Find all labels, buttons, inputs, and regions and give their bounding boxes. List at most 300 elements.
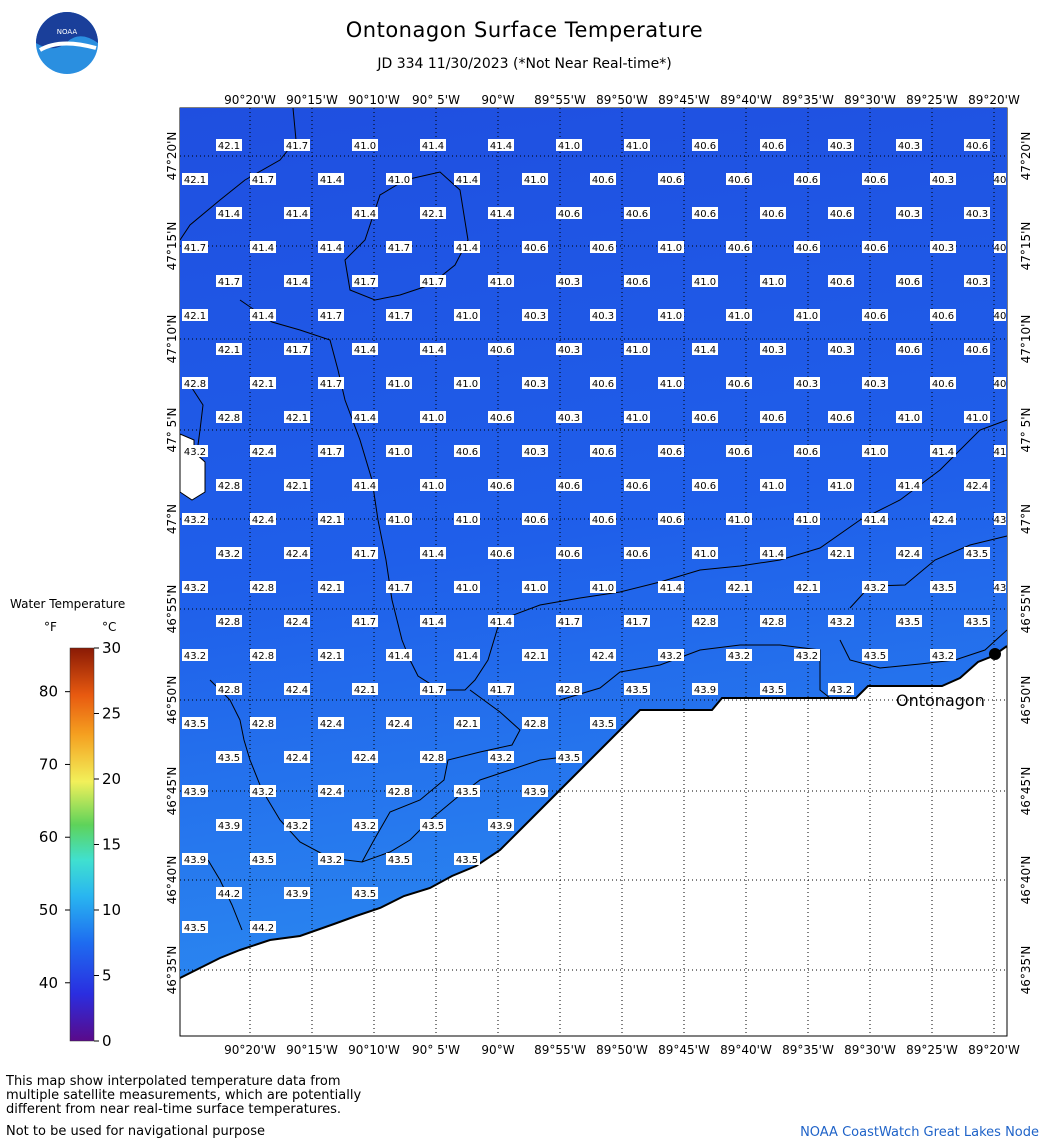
svg-text:40.6: 40.6 — [523, 515, 547, 526]
temperature-value — [624, 275, 650, 288]
svg-text:42.1: 42.1 — [285, 481, 309, 492]
svg-text:41.0: 41.0 — [455, 583, 479, 594]
latitude-label: 47° 5'N — [1019, 407, 1033, 453]
svg-text:41.0: 41.0 — [455, 311, 479, 322]
svg-text:40.3: 40.3 — [829, 345, 853, 356]
temperature-value — [182, 785, 208, 798]
svg-text:43.5: 43.5 — [863, 651, 887, 662]
longitude-labels-bottom — [224, 1043, 1020, 1057]
temperature-value — [488, 479, 514, 492]
temperature-value — [794, 377, 820, 390]
legend-fahrenheit-tick: 40 — [38, 973, 58, 992]
temperature-value — [454, 241, 480, 254]
temperature-value — [896, 547, 922, 560]
temperature-value — [624, 615, 650, 628]
temperature-value — [828, 139, 854, 152]
navigation-warning: Not to be used for navigational purpose — [6, 1124, 266, 1139]
temperature-value — [658, 173, 684, 186]
temperature-value — [182, 921, 208, 934]
temperature-value — [930, 173, 956, 186]
temperature-value — [658, 241, 684, 254]
temperature-value — [726, 581, 752, 594]
svg-text:42.1: 42.1 — [217, 345, 241, 356]
svg-text:40.6: 40.6 — [557, 209, 581, 220]
temperature-value — [794, 309, 820, 322]
latitude-label: 46°35'N — [1019, 945, 1033, 995]
legend-unit-fahrenheit: °F — [44, 620, 57, 634]
svg-text:43.5: 43.5 — [183, 719, 207, 730]
temperature-value — [522, 309, 548, 322]
svg-text:44.2: 44.2 — [251, 923, 275, 934]
legend-celsius-tick: 5 — [102, 966, 112, 985]
svg-text:40.6: 40.6 — [625, 209, 649, 220]
svg-text:43.2: 43.2 — [489, 753, 513, 764]
longitude-label: 89°25'W — [906, 93, 958, 107]
svg-text:43.2: 43.2 — [285, 821, 309, 832]
temperature-value — [352, 479, 378, 492]
temperature-value — [318, 377, 344, 390]
temperature-value — [930, 445, 956, 458]
city-marker-icon — [989, 648, 1001, 660]
longitude-label: 90°10'W — [348, 93, 400, 107]
temperature-value — [556, 411, 582, 424]
svg-text:43.5: 43.5 — [965, 617, 989, 628]
temperature-value — [386, 241, 412, 254]
svg-text:44.2: 44.2 — [217, 889, 241, 900]
svg-text:41.0: 41.0 — [693, 549, 717, 560]
svg-text:42.1: 42.1 — [353, 685, 377, 696]
temperature-value — [658, 309, 684, 322]
temperature-value — [216, 275, 242, 288]
temperature-value — [250, 785, 276, 798]
temperature-value — [896, 343, 922, 356]
svg-text:40.3: 40.3 — [897, 141, 921, 152]
svg-text:40.6: 40.6 — [591, 379, 615, 390]
svg-text:41.0: 41.0 — [387, 379, 411, 390]
svg-text:40.6: 40.6 — [761, 209, 785, 220]
credit-text: NOAA CoastWatch Great Lakes Node — [800, 1125, 1039, 1140]
svg-text:40.6: 40.6 — [965, 345, 989, 356]
svg-text:41.0: 41.0 — [965, 413, 989, 424]
svg-text:41.4: 41.4 — [489, 617, 513, 628]
temperature-value — [454, 513, 480, 526]
svg-text:40.6: 40.6 — [863, 311, 887, 322]
temperature-value — [692, 547, 718, 560]
svg-text:41.4: 41.4 — [489, 141, 513, 152]
svg-text:40.6: 40.6 — [897, 277, 921, 288]
svg-text:40.6: 40.6 — [693, 141, 717, 152]
svg-text:40.6: 40.6 — [625, 277, 649, 288]
temperature-value — [488, 343, 514, 356]
temperature-value — [624, 479, 650, 492]
temperature-value — [994, 173, 1007, 186]
svg-text:43.5: 43.5 — [421, 821, 445, 832]
svg-text:43.9: 43.9 — [523, 787, 547, 798]
svg-text:43.2: 43.2 — [795, 651, 819, 662]
svg-text:41.4: 41.4 — [285, 209, 309, 220]
svg-text:42.1: 42.1 — [829, 549, 853, 560]
svg-text:42.1: 42.1 — [795, 583, 819, 594]
legend-colorbar — [70, 648, 94, 1041]
temperature-value — [488, 819, 514, 832]
temperature-value — [352, 275, 378, 288]
temperature-value — [624, 547, 650, 560]
svg-text:40.6: 40.6 — [931, 311, 955, 322]
temperature-value — [352, 819, 378, 832]
temperature-value — [216, 343, 242, 356]
temperature-value — [930, 377, 956, 390]
svg-text:43.5: 43.5 — [353, 889, 377, 900]
temperature-value — [964, 615, 990, 628]
temperature-value — [318, 309, 344, 322]
svg-text:43.5: 43.5 — [965, 549, 989, 560]
temperature-value — [964, 207, 990, 220]
svg-text:41.4: 41.4 — [319, 175, 343, 186]
temperature-value — [794, 445, 820, 458]
legend-celsius-tick: 25 — [102, 704, 122, 723]
svg-text:41.4: 41.4 — [421, 345, 445, 356]
temperature-value — [284, 343, 310, 356]
temperature-value — [828, 275, 854, 288]
temperature-value — [828, 479, 854, 492]
svg-text:43.9: 43.9 — [183, 787, 207, 798]
temperature-value — [556, 751, 582, 764]
svg-text:42.1: 42.1 — [251, 379, 275, 390]
svg-text:41.4: 41.4 — [659, 583, 683, 594]
latitude-labels-right — [1019, 132, 1033, 995]
longitude-label: 89°40'W — [720, 1043, 772, 1057]
temperature-value — [726, 649, 752, 662]
svg-text:41.0: 41.0 — [489, 277, 513, 288]
svg-text:42.4: 42.4 — [251, 515, 275, 526]
svg-text:40.6: 40.6 — [693, 209, 717, 220]
temperature-value — [726, 377, 752, 390]
svg-text:41.0: 41.0 — [761, 277, 785, 288]
temperature-value — [692, 479, 718, 492]
legend-fahrenheit-tick: 80 — [38, 682, 58, 701]
temperature-value — [590, 445, 616, 458]
longitude-label: 89°45'W — [658, 1043, 710, 1057]
temperature-value — [994, 445, 1007, 458]
temperature-value — [556, 683, 582, 696]
svg-text:42.8: 42.8 — [217, 685, 241, 696]
temperature-value — [352, 139, 378, 152]
temperature-value — [352, 751, 378, 764]
svg-text:41.4: 41.4 — [353, 345, 377, 356]
svg-text:43.5: 43.5 — [625, 685, 649, 696]
temperature-value — [794, 513, 820, 526]
svg-text:42.1: 42.1 — [183, 311, 207, 322]
svg-text:41.7: 41.7 — [319, 379, 343, 390]
temperature-value — [590, 309, 616, 322]
temperature-value — [964, 343, 990, 356]
svg-text:40.6: 40.6 — [863, 243, 887, 254]
temperature-value — [760, 139, 786, 152]
svg-text:40.6: 40.6 — [829, 209, 853, 220]
temperature-value — [692, 139, 718, 152]
svg-text:41.0: 41.0 — [693, 277, 717, 288]
temperature-value — [624, 207, 650, 220]
legend-celsius-tick: 30 — [102, 639, 122, 657]
temperature-value — [488, 751, 514, 764]
temperature-value — [590, 241, 616, 254]
svg-text:41.4: 41.4 — [455, 175, 479, 186]
svg-text:42.4: 42.4 — [931, 515, 955, 526]
svg-text:41.7: 41.7 — [557, 617, 581, 628]
svg-text:42.1: 42.1 — [217, 141, 241, 152]
temperature-value — [760, 343, 786, 356]
svg-text:40.6: 40.6 — [965, 141, 989, 152]
longitude-label: 90°10'W — [348, 1043, 400, 1057]
svg-text:42.1: 42.1 — [183, 175, 207, 186]
svg-text:40.6: 40.6 — [795, 243, 819, 254]
latitude-label: 47°N — [165, 503, 179, 535]
temperature-value — [386, 785, 412, 798]
svg-text:42.4: 42.4 — [319, 787, 343, 798]
svg-text:43.5: 43.5 — [931, 583, 955, 594]
temperature-value — [590, 173, 616, 186]
temperature-value — [590, 717, 616, 730]
temperature-value — [454, 853, 480, 866]
latitude-label: 47°20'N — [1019, 131, 1033, 181]
latitude-label: 47°15'N — [1019, 221, 1033, 271]
svg-text:40.6: 40.6 — [829, 277, 853, 288]
temperature-value — [522, 377, 548, 390]
latitude-label: 46°50'N — [1019, 675, 1033, 725]
longitude-label: 90°15'W — [286, 1043, 338, 1057]
svg-text:40.6: 40.6 — [489, 549, 513, 560]
svg-text:41: 41 — [993, 447, 1007, 458]
svg-text:42.4: 42.4 — [251, 447, 275, 458]
longitude-label: 89°30'W — [844, 93, 896, 107]
temperature-value — [284, 547, 310, 560]
svg-text:41.0: 41.0 — [659, 243, 683, 254]
svg-text:40.6: 40.6 — [829, 413, 853, 424]
temperature-value — [454, 377, 480, 390]
svg-text:41.0: 41.0 — [625, 345, 649, 356]
temperature-value — [454, 649, 480, 662]
latitude-label: 46°45'N — [165, 766, 179, 816]
temperature-value — [488, 207, 514, 220]
temperature-value — [930, 513, 956, 526]
temperature-value — [420, 751, 446, 764]
svg-text:41.0: 41.0 — [387, 447, 411, 458]
temperature-value — [522, 581, 548, 594]
svg-text:43.5: 43.5 — [387, 855, 411, 866]
temperature-value — [556, 547, 582, 560]
svg-text:41.4: 41.4 — [761, 549, 785, 560]
svg-text:42.4: 42.4 — [319, 719, 343, 730]
longitude-label: 89°50'W — [596, 93, 648, 107]
map-title: Ontonagon Surface Temperature — [345, 18, 704, 42]
temperature-value — [182, 377, 208, 390]
latitude-label: 47° 5'N — [165, 407, 179, 453]
svg-text:40.6: 40.6 — [693, 481, 717, 492]
legend-title: Water Temperature — [10, 597, 126, 611]
temperature-value — [964, 275, 990, 288]
temperature-value — [556, 615, 582, 628]
svg-text:41.0: 41.0 — [659, 379, 683, 390]
svg-text:42.8: 42.8 — [387, 787, 411, 798]
temperature-value — [624, 139, 650, 152]
svg-text:40.6: 40.6 — [693, 413, 717, 424]
temperature-value — [182, 309, 208, 322]
temperature-value — [624, 343, 650, 356]
temperature-value — [420, 615, 446, 628]
temperature-value — [556, 207, 582, 220]
temperature-value — [250, 241, 276, 254]
svg-text:42.4: 42.4 — [965, 481, 989, 492]
svg-text:40.6: 40.6 — [625, 481, 649, 492]
svg-text:41.4: 41.4 — [897, 481, 921, 492]
temperature-value — [454, 717, 480, 730]
temperature-value — [182, 717, 208, 730]
temperature-value — [828, 207, 854, 220]
svg-text:40.6: 40.6 — [489, 481, 513, 492]
svg-text:40.3: 40.3 — [523, 447, 547, 458]
legend-fahrenheit-tick: 70 — [38, 755, 58, 774]
svg-text:40.6: 40.6 — [863, 175, 887, 186]
temperature-value — [216, 207, 242, 220]
temperature-value — [318, 853, 344, 866]
svg-text:40.6: 40.6 — [557, 481, 581, 492]
svg-text:42.8: 42.8 — [761, 617, 785, 628]
temperature-value — [964, 411, 990, 424]
temperature-value — [862, 241, 888, 254]
svg-text:41.4: 41.4 — [387, 651, 411, 662]
temperature-value — [692, 615, 718, 628]
svg-text:42.8: 42.8 — [251, 651, 275, 662]
temperature-value — [386, 173, 412, 186]
temperature-value — [284, 615, 310, 628]
latitude-label: 46°55'N — [165, 584, 179, 634]
temperature-value — [182, 649, 208, 662]
longitude-label: 89°35'W — [782, 1043, 834, 1057]
svg-text:43.2: 43.2 — [183, 515, 207, 526]
temperature-value — [964, 479, 990, 492]
svg-text:40.6: 40.6 — [591, 447, 615, 458]
temperature-value — [658, 445, 684, 458]
svg-text:43.9: 43.9 — [693, 685, 717, 696]
svg-text:43: 43 — [993, 515, 1007, 526]
temperature-value — [726, 513, 752, 526]
temperature-value — [250, 445, 276, 458]
temperature-value — [488, 411, 514, 424]
temperature-value — [250, 581, 276, 594]
svg-text:43.2: 43.2 — [217, 549, 241, 560]
svg-text:43.5: 43.5 — [897, 617, 921, 628]
temperature-value — [522, 513, 548, 526]
latitude-label: 47°20'N — [165, 131, 179, 181]
longitude-label: 89°50'W — [596, 1043, 648, 1057]
svg-text:40.6: 40.6 — [897, 345, 921, 356]
temperature-value — [896, 479, 922, 492]
svg-text:41.0: 41.0 — [387, 515, 411, 526]
svg-text:41.4: 41.4 — [285, 277, 309, 288]
temperature-value — [760, 479, 786, 492]
temperature-value — [454, 309, 480, 322]
latitude-label: 47°N — [1019, 503, 1033, 535]
latitude-label: 46°50'N — [165, 675, 179, 725]
svg-text:41.7: 41.7 — [251, 175, 275, 186]
temperature-value — [828, 683, 854, 696]
svg-text:40.6: 40.6 — [489, 345, 513, 356]
svg-text:40.6: 40.6 — [591, 175, 615, 186]
temperature-value — [760, 615, 786, 628]
svg-text:40.6: 40.6 — [557, 549, 581, 560]
temperature-value — [760, 411, 786, 424]
svg-text:42.4: 42.4 — [897, 549, 921, 560]
svg-text:41.0: 41.0 — [795, 515, 819, 526]
temperature-value — [250, 309, 276, 322]
legend-celsius-tick: 10 — [102, 901, 122, 919]
svg-text:41.4: 41.4 — [931, 447, 955, 458]
map-subtitle: JD 334 11/30/2023 (*Not Near Real-time*) — [377, 56, 672, 72]
temperature-value — [590, 649, 616, 662]
svg-text:40.6: 40.6 — [795, 175, 819, 186]
longitude-label: 89°35'W — [782, 93, 834, 107]
svg-text:42.8: 42.8 — [693, 617, 717, 628]
temperature-value — [828, 343, 854, 356]
temperature-value — [760, 275, 786, 288]
svg-text:40: 40 — [993, 175, 1007, 186]
temperature-value — [386, 853, 412, 866]
svg-text:41.0: 41.0 — [795, 311, 819, 322]
longitude-label: 90°20'W — [224, 1043, 276, 1057]
temperature-value — [216, 139, 242, 152]
temperature-value — [556, 479, 582, 492]
svg-text:41.4: 41.4 — [353, 413, 377, 424]
svg-text:42.8: 42.8 — [217, 481, 241, 492]
svg-text:41.0: 41.0 — [761, 481, 785, 492]
svg-text:42.1: 42.1 — [319, 651, 343, 662]
temperature-value — [522, 649, 548, 662]
svg-text:41.0: 41.0 — [455, 379, 479, 390]
svg-text:40.6: 40.6 — [727, 379, 751, 390]
temperature-value — [896, 411, 922, 424]
temperature-value — [896, 275, 922, 288]
temperature-value — [216, 615, 242, 628]
svg-text:41.0: 41.0 — [387, 175, 411, 186]
svg-text:42.4: 42.4 — [285, 685, 309, 696]
svg-text:43.2: 43.2 — [727, 651, 751, 662]
temperature-value — [794, 581, 820, 594]
svg-text:41.7: 41.7 — [421, 685, 445, 696]
svg-text:41.0: 41.0 — [829, 481, 853, 492]
temperature-value — [318, 581, 344, 594]
temperature-value — [862, 649, 888, 662]
temperature-value — [250, 513, 276, 526]
temperature-value — [828, 547, 854, 560]
temperature-value — [352, 411, 378, 424]
temperature-value — [828, 615, 854, 628]
svg-text:40.3: 40.3 — [591, 311, 615, 322]
temperature-value — [216, 683, 242, 696]
svg-text:42.8: 42.8 — [217, 617, 241, 628]
legend-fahrenheit-tick: 60 — [38, 828, 58, 847]
svg-text:40.6: 40.6 — [659, 447, 683, 458]
temperature-value — [182, 853, 208, 866]
svg-text:40.6: 40.6 — [761, 413, 785, 424]
temperature-value — [994, 581, 1007, 594]
temperature-value — [386, 513, 412, 526]
temperature-value — [692, 275, 718, 288]
svg-text:42.8: 42.8 — [557, 685, 581, 696]
svg-text:43.9: 43.9 — [183, 855, 207, 866]
svg-text:41.7: 41.7 — [285, 141, 309, 152]
svg-text:40.6: 40.6 — [727, 447, 751, 458]
temperature-value — [182, 445, 208, 458]
